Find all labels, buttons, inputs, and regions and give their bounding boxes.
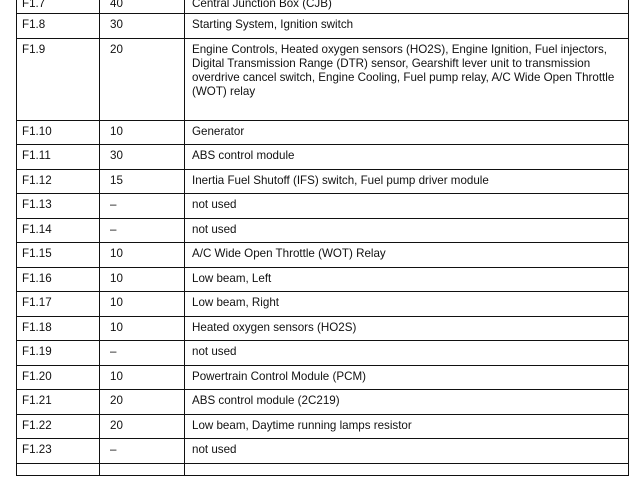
circuit-description-cell: Central Junction Box (CJB)	[185, 0, 629, 14]
table-row	[17, 292, 629, 317]
table-row	[17, 0, 629, 14]
circuit-description-cell: not used	[185, 194, 629, 219]
circuit-description-cell: Powertrain Control Module (PCM)	[185, 365, 629, 390]
circuit-description-cell: A/C Wide Open Throttle (WOT) Relay	[185, 243, 629, 268]
circuit-description-cell: ABS control module (2C219)	[185, 390, 629, 415]
circuit-description-cell: Low beam, Right	[185, 292, 629, 317]
table-row	[17, 316, 629, 341]
fuse-id-cell: F1.7	[17, 0, 100, 14]
table-row	[17, 267, 629, 292]
fuse-id-cell	[17, 463, 100, 475]
table-row	[17, 169, 629, 194]
amperage-cell: 10	[100, 292, 185, 317]
table-row	[17, 14, 629, 39]
circuit-description-cell: not used	[185, 439, 629, 464]
amperage-cell: 30	[100, 145, 185, 170]
circuit-description-cell: Engine Controls, Heated oxygen sensors (HO2S), Engine Ignition, Fuel injectors, Digital Transmission Range (DTR) sensor, Gearshift lever unit to transmission overdrive cancel switch, Engine Cooling, Fuel pump relay, A/C Wide Open Throttle (WOT) relay	[185, 38, 629, 120]
table-row	[17, 365, 629, 390]
circuit-description-cell: Low beam, Left	[185, 267, 629, 292]
table-row	[17, 145, 629, 170]
fuse-id-cell: F1.19	[17, 341, 100, 366]
amperage-cell: 10	[100, 316, 185, 341]
circuit-description-cell: Low beam, Daytime running lamps resistor	[185, 414, 629, 439]
circuit-description-cell: ABS control module	[185, 145, 629, 170]
circuit-description-cell: Generator	[185, 120, 629, 145]
amperage-cell: 20	[100, 390, 185, 415]
amperage-cell: 30	[100, 14, 185, 39]
circuit-description-cell: not used	[185, 218, 629, 243]
fuse-id-cell: F1.13	[17, 194, 100, 219]
fuse-id-cell: F1.18	[17, 316, 100, 341]
fuse-id-cell: F1.9	[17, 38, 100, 120]
amperage-cell: 10	[100, 267, 185, 292]
amperage-cell: 15	[100, 169, 185, 194]
table-row	[17, 243, 629, 268]
fuse-id-cell: F1.22	[17, 414, 100, 439]
circuit-description-cell	[185, 463, 629, 475]
amperage-cell: 10	[100, 243, 185, 268]
table-row	[17, 439, 629, 464]
table-row	[17, 414, 629, 439]
fuse-id-cell: F1.11	[17, 145, 100, 170]
table-row	[17, 38, 629, 120]
circuit-description-cell: not used	[185, 341, 629, 366]
circuit-description-cell: Heated oxygen sensors (HO2S)	[185, 316, 629, 341]
amperage-cell: 20	[100, 414, 185, 439]
amperage-cell: –	[100, 194, 185, 219]
amperage-cell	[100, 463, 185, 475]
circuit-description-cell: Starting System, Ignition switch	[185, 14, 629, 39]
table-row	[17, 194, 629, 219]
fuse-id-cell: F1.8	[17, 14, 100, 39]
fuse-table	[16, 0, 629, 476]
fuse-id-cell: F1.20	[17, 365, 100, 390]
fuse-id-cell: F1.14	[17, 218, 100, 243]
fuse-id-cell: F1.21	[17, 390, 100, 415]
fuse-id-cell: F1.15	[17, 243, 100, 268]
table-row	[17, 390, 629, 415]
amperage-cell: 20	[100, 38, 185, 120]
circuit-description-cell: Inertia Fuel Shutoff (IFS) switch, Fuel pump driver module	[185, 169, 629, 194]
amperage-cell: –	[100, 341, 185, 366]
fuse-id-cell: F1.10	[17, 120, 100, 145]
table-row	[17, 120, 629, 145]
table-row	[17, 463, 629, 475]
fuse-id-cell: F1.23	[17, 439, 100, 464]
amperage-cell: –	[100, 218, 185, 243]
table-row	[17, 341, 629, 366]
amperage-cell: 10	[100, 120, 185, 145]
amperage-cell: 40	[100, 0, 185, 14]
fuse-id-cell: F1.17	[17, 292, 100, 317]
fuse-id-cell: F1.16	[17, 267, 100, 292]
amperage-cell: –	[100, 439, 185, 464]
fuse-table-body	[17, 0, 629, 475]
fuse-id-cell: F1.12	[17, 169, 100, 194]
amperage-cell: 10	[100, 365, 185, 390]
table-row	[17, 218, 629, 243]
